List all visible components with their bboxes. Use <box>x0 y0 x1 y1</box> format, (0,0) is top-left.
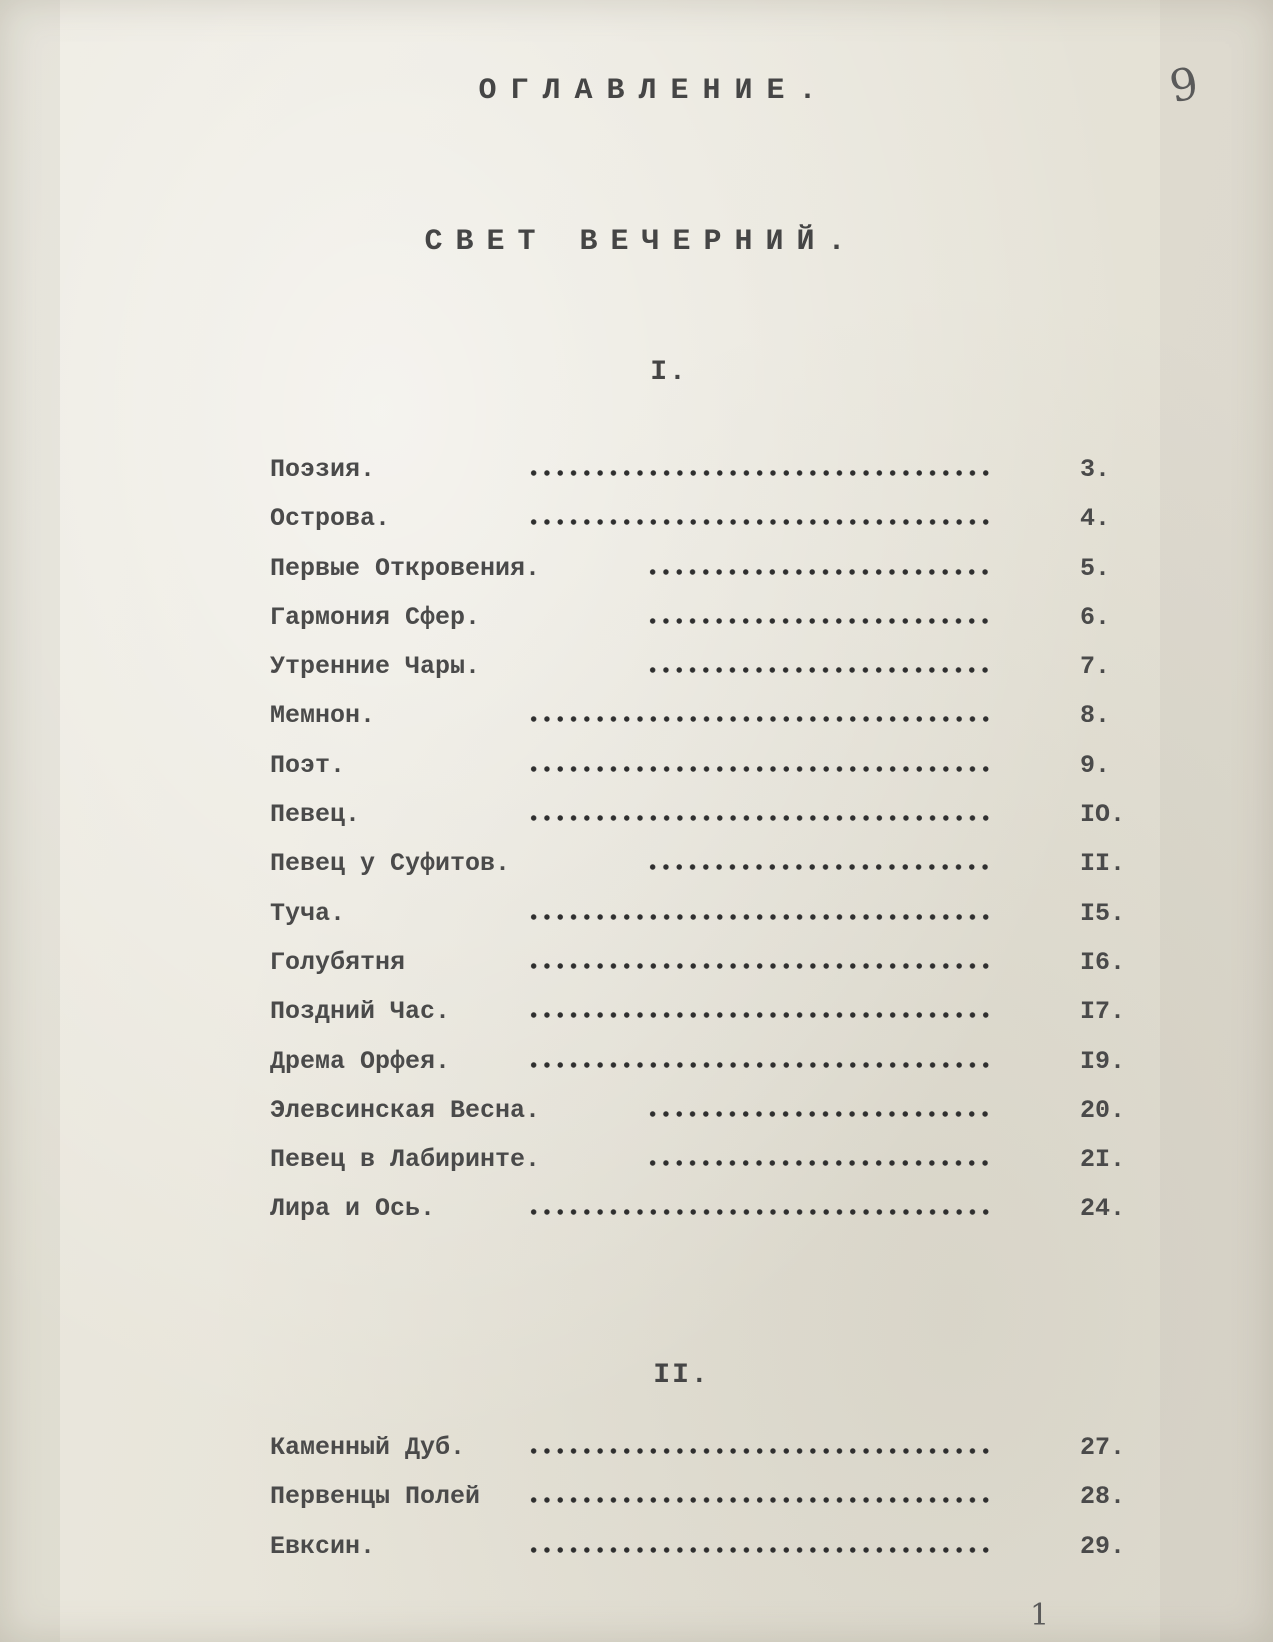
entry-title: Поэт. <box>270 750 346 780</box>
entry-title: Певец у Суфитов. <box>270 849 511 879</box>
leader-dots <box>527 962 995 970</box>
entry-title: Певец. <box>270 800 361 830</box>
entry-page: 3. <box>1080 455 1111 484</box>
toc-entry <box>0 997 1273 1046</box>
entry-page: 6. <box>1080 602 1111 632</box>
leader-dots <box>527 715 995 723</box>
toc-entry <box>0 455 1273 504</box>
toc-section-2 <box>0 1433 1273 1581</box>
toc-entry <box>0 504 1273 553</box>
toc-entry <box>0 751 1273 800</box>
entry-title: Первенцы Полей <box>270 1482 481 1512</box>
entry-page: 29. <box>1080 1531 1126 1561</box>
entry-title: Дрема Орфея. <box>270 1046 451 1076</box>
entry-page: 2I. <box>1080 1145 1126 1175</box>
toc-entry <box>0 652 1273 701</box>
toc-entry <box>0 1433 1273 1482</box>
leader-dots <box>527 1208 995 1216</box>
entry-page: I5. <box>1080 898 1126 928</box>
entry-page: I6. <box>1080 947 1126 977</box>
leader-dots <box>527 1546 995 1554</box>
toc-entry <box>0 1194 1273 1243</box>
entry-title: Поэзия. <box>270 455 376 484</box>
entry-title: Туча. <box>270 898 346 928</box>
leader-dots <box>527 765 995 773</box>
toc-entry <box>0 948 1273 997</box>
footer-page-mark: 1 <box>1030 1598 1050 1633</box>
toc-entry <box>0 1096 1273 1145</box>
entry-title: Мемнон. <box>270 701 376 731</box>
leader-dots <box>646 1110 995 1118</box>
entry-page: 4. <box>1080 504 1111 534</box>
entry-title: Гармония Сфер. <box>270 602 481 632</box>
collection-title: СВЕТ ВЕЧЕРНИЙ. <box>424 225 859 259</box>
entry-title: Первые Откровения. <box>270 553 541 583</box>
leader-dots <box>646 617 995 625</box>
entry-page: 9. <box>1080 750 1111 780</box>
entry-page: 8. <box>1080 701 1111 731</box>
entry-title: Каменный Дуб. <box>270 1433 466 1462</box>
toc-entry <box>0 603 1273 652</box>
entry-title: Певец в Лабиринте. <box>270 1145 541 1175</box>
toc-entry <box>0 1047 1273 1096</box>
section-label-2: II. <box>653 1360 710 1391</box>
margin-page-mark: 9 <box>1165 57 1203 114</box>
entry-page: I7. <box>1080 997 1126 1027</box>
entry-page: 20. <box>1080 1095 1126 1125</box>
leader-dots <box>527 814 995 822</box>
entry-page: IO. <box>1080 800 1126 830</box>
leader-dots <box>646 568 995 576</box>
entry-page: 28. <box>1080 1482 1126 1512</box>
leader-dots <box>527 1061 995 1069</box>
leader-dots <box>527 518 995 526</box>
leader-dots <box>646 666 995 674</box>
entry-page: 7. <box>1080 652 1111 682</box>
entry-page: I9. <box>1080 1046 1126 1076</box>
contents-heading: ОГЛАВЛЕНИЕ. <box>478 74 831 108</box>
toc-entry <box>0 800 1273 849</box>
entry-title: Голубятня <box>270 947 406 977</box>
toc-entry <box>0 1482 1273 1531</box>
toc-entry <box>0 1532 1273 1581</box>
entry-title: Поздний Час. <box>270 997 451 1027</box>
leader-dots <box>646 1159 995 1167</box>
toc-entry <box>0 849 1273 898</box>
entry-title: Евксин. <box>270 1531 376 1561</box>
leader-dots <box>527 1011 995 1019</box>
entry-page: 24. <box>1080 1194 1126 1224</box>
section-label-1: I. <box>650 357 688 388</box>
leader-dots <box>527 1496 995 1504</box>
leader-dots <box>527 1447 995 1455</box>
leader-dots <box>646 863 995 871</box>
leader-dots <box>527 913 995 921</box>
toc-entry <box>0 554 1273 603</box>
entry-page: 5. <box>1080 553 1111 583</box>
leader-dots <box>527 469 995 477</box>
entry-title: Элевсинская Весна. <box>270 1095 541 1125</box>
toc-entry <box>0 701 1273 750</box>
toc-entry <box>0 1145 1273 1194</box>
entry-title: Лира и Ось. <box>270 1194 436 1224</box>
entry-title: Острова. <box>270 504 391 534</box>
entry-title: Утренние Чары. <box>270 652 481 682</box>
toc-section-1 <box>0 455 1273 1244</box>
toc-entry <box>0 899 1273 948</box>
entry-page: 27. <box>1080 1433 1126 1462</box>
entry-page: II. <box>1080 849 1126 879</box>
